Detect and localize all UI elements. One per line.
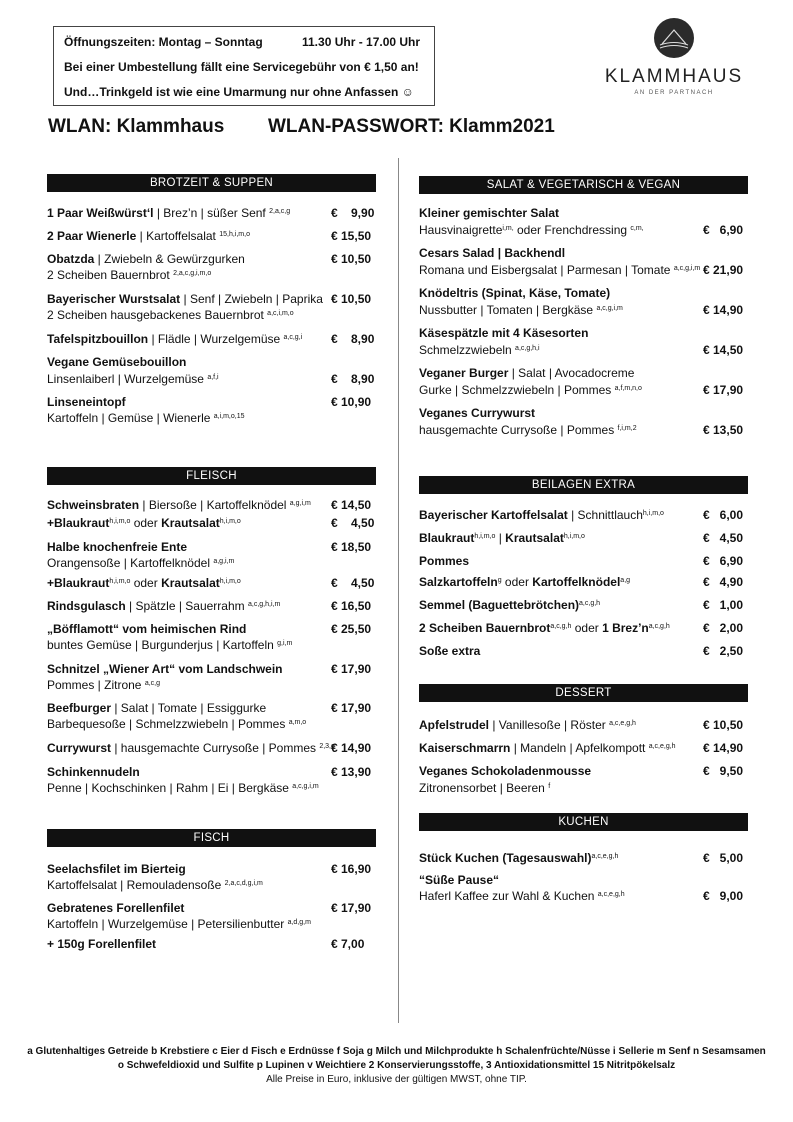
item-price: € 14,90 bbox=[703, 303, 744, 317]
item-price: € 25,50 bbox=[331, 622, 372, 636]
item-name: Knödeltris (Spinat, Käse, Tomate) bbox=[419, 286, 611, 300]
logo-emblem-icon bbox=[654, 18, 694, 58]
menu-item-beilagen-name-line bbox=[419, 598, 600, 612]
item-detail: Schmelzzwiebeln bbox=[419, 343, 516, 357]
menu-item-brotzeit-detail-line bbox=[47, 268, 211, 282]
menu-item-dessert-name-line bbox=[419, 764, 591, 778]
menu-item-brotzeit-detail-line bbox=[47, 372, 219, 386]
item-detail: Zitronensorbet | Beeren bbox=[419, 781, 549, 795]
item-name-alt: Kartoffelknödel bbox=[532, 575, 621, 589]
item-name: Vegane Gemüsebouillon bbox=[47, 355, 187, 369]
item-name: Bayerischer Wurstsalat bbox=[47, 292, 181, 306]
allergen-codes: h,i,m,o bbox=[563, 533, 585, 540]
item-description: | Biersoße | Kartoffelknödel bbox=[139, 498, 290, 512]
wlan-password: WLAN-PASSWORT: Klamm2021 bbox=[268, 116, 555, 137]
menu-item-fisch-detail-line bbox=[47, 878, 263, 892]
allergen-codes: h,i,m,o bbox=[109, 578, 131, 585]
menu-item-brotzeit-name-line bbox=[47, 332, 302, 346]
item-price: € 8,90 bbox=[331, 332, 375, 346]
menu-item-salat-detail-line bbox=[419, 303, 623, 317]
item-price: € 6,00 bbox=[703, 508, 744, 522]
item-price: € 10,50 bbox=[703, 718, 744, 732]
item-description: | Senf | Zwiebeln | Paprika bbox=[180, 292, 323, 306]
item-detail: Kartoffelsalat | Remouladensoße bbox=[47, 878, 225, 892]
item-name-alt: Krautsalat bbox=[161, 516, 220, 530]
item-price: € 15,50 bbox=[331, 229, 372, 243]
item-price: € 14,90 bbox=[703, 741, 744, 755]
item-price: € 4,50 bbox=[331, 516, 375, 530]
allergen-codes: a,i,m,o,15 bbox=[213, 413, 245, 420]
item-name: Rindsgulasch bbox=[47, 599, 126, 613]
menu-item-fleisch-name-line bbox=[47, 516, 241, 530]
allergen-codes: 2,a,c,g,i,m,o bbox=[173, 270, 212, 277]
item-description: oder bbox=[130, 516, 162, 530]
item-name: Käsespätzle mit 4 Käsesorten bbox=[419, 326, 589, 340]
item-description: oder bbox=[130, 576, 162, 590]
item-price: € 17,90 bbox=[703, 383, 744, 397]
item-detail: 2 Scheiben hausgebackenes Bauernbrot bbox=[47, 308, 268, 322]
menu-item-salat-name-line bbox=[419, 206, 559, 220]
item-detail: Orangensoße | Kartoffelknödel bbox=[47, 556, 214, 570]
allergen-codes: a,c,e,g,h bbox=[609, 720, 636, 727]
item-detail: Kartoffeln | Gemüse | Wienerle bbox=[47, 411, 214, 425]
item-price: € 7,00 bbox=[331, 937, 365, 951]
allergen-codes: a,c,e,g,h bbox=[648, 743, 676, 750]
item-name: Veganes Currywurst bbox=[419, 406, 536, 420]
klammhaus-logo bbox=[600, 16, 748, 108]
item-price: € 4,50 bbox=[703, 531, 744, 545]
item-price: € 13,90 bbox=[331, 765, 372, 779]
allergen-codes: f,i,m,2 bbox=[617, 425, 637, 432]
item-price: € 10,50 bbox=[331, 252, 372, 266]
menu-item-salat-detail-line bbox=[419, 263, 700, 277]
allergen-legend-line-2: o Schwefeldioxid und Sulfite p Lupinen v Weichtiere 2 Konservierungsstoffe, 3 Antioxidationsmittel 15 Nitritpökelsalz bbox=[117, 1060, 676, 1071]
allergen-codes: i,m, bbox=[502, 225, 514, 232]
menu-item-fleisch-name-line bbox=[47, 622, 246, 636]
item-detail: Linsenlaiberl | Wurzelgemüse bbox=[47, 372, 208, 386]
allergen-codes: g bbox=[497, 577, 502, 584]
service-fee-note: Bei einer Umbestellung fällt eine Servicegebühr von € 1,50 an! bbox=[64, 60, 419, 74]
wlan-name: WLAN: Klammhaus bbox=[48, 116, 225, 137]
menu-item-salat-name-line bbox=[419, 326, 588, 340]
menu-item-fleisch-name-line bbox=[47, 662, 283, 676]
item-name: Apfelstrudel bbox=[419, 718, 490, 732]
item-price: € 21,90 bbox=[703, 263, 744, 277]
menu-item-beilagen-name-line bbox=[419, 508, 664, 522]
allergen-codes: h,i,m,o bbox=[474, 533, 496, 540]
allergen-codes: a,c,g,h,i bbox=[515, 345, 540, 352]
item-price: € 14,50 bbox=[703, 343, 744, 357]
item-name: 1 Paar Weißwürst‘l bbox=[47, 206, 154, 220]
item-description: | Schnittlauch bbox=[567, 508, 643, 522]
menu-item-brotzeit-detail-line bbox=[47, 308, 294, 322]
item-detail: Romana und Eisbergsalat | Parmesan | Tomate bbox=[419, 263, 674, 277]
item-price: € 4,50 bbox=[331, 576, 375, 590]
item-name: “Süße Pause“ bbox=[419, 873, 500, 887]
item-price: € 10,50 bbox=[331, 292, 372, 306]
opening-hours-label: Öffnungszeiten: Montag – Sonntag bbox=[64, 35, 263, 49]
allergen-codes: a,g bbox=[620, 577, 631, 584]
item-name: Blaukraut bbox=[419, 531, 475, 545]
allergen-codes: a,f,i bbox=[207, 374, 219, 381]
opening-info-box bbox=[53, 26, 435, 106]
menu-item-fleisch-detail-line bbox=[47, 556, 234, 570]
menu-item-beilagen-name-line bbox=[419, 554, 469, 568]
section-header-brotzeit: BROTZEIT & SUPPEN bbox=[47, 174, 376, 192]
menu-item-beilagen-name-line bbox=[419, 531, 585, 545]
item-description: oder bbox=[571, 621, 603, 635]
item-name: Pommes bbox=[419, 554, 470, 568]
item-price: € 6,90 bbox=[703, 554, 744, 568]
allergen-codes: h,i,m,o bbox=[219, 518, 241, 525]
opening-hours-time: 11.30 Uhr - 17.00 Uhr bbox=[302, 35, 421, 49]
logo-subtitle: AN DER PARTNACH bbox=[634, 90, 714, 96]
section-header-fisch: FISCH bbox=[47, 829, 376, 847]
section-header-kuchen: KUCHEN bbox=[419, 813, 748, 831]
menu-item-fleisch-name-line bbox=[47, 741, 335, 755]
menu-item-brotzeit-name-line bbox=[47, 229, 250, 243]
menu-item-fleisch-name-line bbox=[47, 540, 187, 554]
item-detail: hausgemachte Currysoße | Pommes bbox=[419, 423, 618, 437]
allergen-codes: 2,a,c,g bbox=[269, 208, 291, 215]
item-name: Kaiserschmarrn bbox=[419, 741, 511, 755]
item-name: Beefburger bbox=[47, 701, 112, 715]
item-description: | Flädle | Wurzelgemüse bbox=[148, 332, 284, 346]
item-price: € 10,90 bbox=[331, 395, 372, 409]
menu-item-beilagen-name-line bbox=[419, 621, 670, 635]
item-detail: Penne | Kochschinken | Rahm | Ei | Bergkäse bbox=[47, 781, 293, 795]
menu-item-brotzeit-detail-line bbox=[47, 411, 245, 425]
allergen-codes: a,c,e,g,h bbox=[591, 853, 619, 860]
menu-item-salat-detail-line bbox=[419, 343, 540, 357]
item-description: | Brez’n | süßer Senf bbox=[153, 206, 270, 220]
item-detail: Haferl Kaffee zur Wahl & Kuchen bbox=[419, 889, 598, 903]
menu-item-fleisch-detail-line bbox=[47, 781, 319, 795]
item-name: Currywurst bbox=[47, 741, 112, 755]
item-name-alt: Krautsalat bbox=[505, 531, 564, 545]
item-name-alt: Krautsalat bbox=[161, 576, 220, 590]
item-name: Stück Kuchen (Tagesauswahl) bbox=[419, 851, 592, 865]
item-price: € 17,90 bbox=[331, 662, 372, 676]
menu-item-kuchen-name-line bbox=[419, 851, 618, 865]
item-price: € 18,50 bbox=[331, 540, 372, 554]
menu-item-kuchen-name-line bbox=[419, 873, 499, 887]
allergen-codes: a,d,g,m bbox=[287, 919, 311, 926]
item-price: € 9,00 bbox=[703, 889, 744, 903]
price-note: Alle Preise in Euro, inklusive der gültigen MWST, ohne TIP. bbox=[266, 1074, 527, 1085]
item-description: | Salat | Avocadocreme bbox=[508, 366, 635, 380]
menu-item-fleisch-name-line bbox=[47, 701, 266, 715]
menu-item-fisch-name-line bbox=[47, 901, 184, 915]
item-name: Tafelspitzbouillon bbox=[47, 332, 149, 346]
allergen-codes: a,g,i,m bbox=[213, 558, 235, 565]
item-price: € 13,50 bbox=[703, 423, 744, 437]
item-price: € 9,90 bbox=[331, 206, 375, 220]
item-price: € 1,00 bbox=[703, 598, 744, 612]
item-detail: Kartoffeln | Wurzelgemüse | Petersilienbutter bbox=[47, 917, 288, 931]
item-price: € 9,50 bbox=[703, 764, 744, 778]
menu-item-fleisch-detail-line bbox=[47, 638, 292, 652]
item-name: Soße extra bbox=[419, 644, 481, 658]
item-name: +Blaukraut bbox=[47, 576, 110, 590]
item-name: Veganes Schokoladenmousse bbox=[419, 764, 592, 778]
item-price: € 6,90 bbox=[703, 223, 744, 237]
menu-item-dessert-detail-line bbox=[419, 781, 550, 795]
item-name: Kleiner gemischter Salat bbox=[419, 206, 560, 220]
allergen-codes: a,c,e,g,h bbox=[597, 891, 625, 898]
item-name: Schnitzel „Wiener Art“ vom Landschwein bbox=[47, 662, 283, 676]
item-detail: Gurke | Schmelzzwiebeln | Pommes bbox=[419, 383, 615, 397]
menu-item-dessert-name-line bbox=[419, 741, 676, 755]
menu-item-fisch-detail-line bbox=[47, 917, 311, 931]
menu-item-brotzeit-name-line bbox=[47, 252, 245, 266]
allergen-codes: a,c,g,h bbox=[579, 600, 601, 607]
item-name: 2 Scheiben Bauernbrot bbox=[419, 621, 551, 635]
menu-item-brotzeit-name-line bbox=[47, 292, 323, 306]
menu-item-fleisch-name-line bbox=[47, 576, 241, 590]
item-detail: buntes Gemüse | Burgunderjus | Kartoffeln bbox=[47, 638, 278, 652]
allergen-codes: c,m, bbox=[630, 225, 644, 232]
item-price: € 14,90 bbox=[331, 741, 372, 755]
item-name: Gebratenes Forellenfilet bbox=[47, 901, 185, 915]
item-detail: Barbequesoße | Schmelzzwiebeln | Pommes bbox=[47, 717, 289, 731]
allergen-codes: h,i,m,o bbox=[642, 510, 664, 517]
item-price: € 8,90 bbox=[331, 372, 375, 386]
item-price: € 14,50 bbox=[331, 498, 372, 512]
section-header-salat: SALAT & VEGETARISCH & VEGAN bbox=[419, 176, 748, 194]
allergen-codes: a,c,g,h bbox=[550, 623, 572, 630]
allergen-codes: a,c,g,i bbox=[283, 334, 303, 341]
menu-item-salat-name-line bbox=[419, 406, 535, 420]
allergen-codes: a,g,i,m bbox=[289, 500, 311, 507]
menu-item-salat-detail-line bbox=[419, 423, 637, 437]
item-description: | Kartoffelsalat bbox=[136, 229, 220, 243]
item-price: € 17,90 bbox=[331, 701, 372, 715]
item-detail: Hausvinaigrette bbox=[419, 223, 503, 237]
item-name: „Böfflamott“ vom heimischen Rind bbox=[47, 622, 247, 636]
menu-item-brotzeit-name-line bbox=[47, 206, 290, 220]
menu-item-salat-name-line bbox=[419, 246, 565, 260]
item-description: | Zwiebeln & Gewürzgurken bbox=[94, 252, 245, 266]
section-header-beilagen: BEILAGEN EXTRA bbox=[419, 476, 748, 494]
item-price: € 5,00 bbox=[703, 851, 744, 865]
allergen-codes: a,c,g,i,m bbox=[673, 265, 701, 272]
item-price: € 16,50 bbox=[331, 599, 372, 613]
allergen-codes: a,c,g,i,m bbox=[292, 783, 319, 790]
item-name: Linseneintopf bbox=[47, 395, 126, 409]
item-name: Bayerischer Kartoffelsalat bbox=[419, 508, 568, 522]
allergen-codes: a,c,g,h bbox=[648, 623, 670, 630]
item-description: | Vanillesoße | Röster bbox=[489, 718, 610, 732]
allergen-codes: 2,3,o bbox=[319, 743, 335, 750]
menu-item-kuchen-detail-line bbox=[419, 889, 625, 903]
item-name: 2 Paar Wienerle bbox=[47, 229, 137, 243]
allergen-codes: a,c,g,i,m bbox=[596, 305, 623, 312]
item-name: Schweinsbraten bbox=[47, 498, 140, 512]
item-name: Semmel (Baguettebrötchen) bbox=[419, 598, 580, 612]
column-divider bbox=[398, 158, 399, 1023]
item-description: | hausgemachte Currysoße | Pommes bbox=[111, 741, 320, 755]
item-name: Halbe knochenfreie Ente bbox=[47, 540, 188, 554]
item-name: Salzkartoffeln bbox=[419, 575, 498, 589]
item-detail: Nussbutter | Tomaten | Bergkäse bbox=[419, 303, 597, 317]
item-detail: 2 Scheiben Bauernbrot bbox=[47, 268, 174, 282]
allergen-codes: a,f,m,n,o bbox=[614, 385, 642, 392]
logo-name: KLAMMHAUS bbox=[604, 66, 744, 87]
menu-item-brotzeit-name-line bbox=[47, 355, 186, 369]
opening-hours bbox=[64, 35, 421, 49]
allergen-codes: a,c,g bbox=[144, 680, 160, 687]
item-description: | Spätzle | Sauerrahm bbox=[125, 599, 248, 613]
item-description: | Salat | Tomate | Essiggurke bbox=[111, 701, 267, 715]
menu-item-fleisch-detail-line bbox=[47, 678, 160, 692]
menu-item-fleisch-name-line bbox=[47, 498, 311, 512]
allergen-codes: a,c,g,h,i,m bbox=[247, 601, 281, 608]
item-description: | bbox=[495, 531, 506, 545]
menu-item-fleisch-detail-line bbox=[47, 717, 306, 731]
menu-item-salat-name-line bbox=[419, 366, 634, 380]
menu-item-fisch-name-line bbox=[47, 937, 156, 951]
menu-item-dessert-name-line bbox=[419, 718, 636, 732]
item-name-alt: 1 Brez’n bbox=[602, 621, 649, 635]
allergen-codes: 2,a,c,d,g,i,m bbox=[224, 880, 263, 887]
item-price: € 4,90 bbox=[703, 575, 744, 589]
menu-item-fisch-name-line bbox=[47, 862, 186, 876]
menu-item-brotzeit-name-line bbox=[47, 395, 126, 409]
allergen-codes: h,i,m,o bbox=[109, 518, 131, 525]
item-name: Schinkennudeln bbox=[47, 765, 140, 779]
menu-item-salat-detail-line bbox=[419, 223, 644, 237]
allergen-codes: 15,h,i,m,o bbox=[219, 231, 250, 238]
menu-item-fleisch-name-line bbox=[47, 599, 280, 613]
menu-item-beilagen-name-line bbox=[419, 575, 630, 589]
item-price: € 2,50 bbox=[703, 644, 744, 658]
item-name: Seelachsfilet im Bierteig bbox=[47, 862, 186, 876]
allergen-legend-line-1: a Glutenhaltiges Getreide b Krebstiere c Eier d Fisch e Erdnüsse f Soja g Milch und Milchprodukte h Schalenfrüchte/Nüsse i Sellerie m Senf n Sesamsamen bbox=[27, 1046, 766, 1057]
item-description: | Mandeln | Apfelkompott bbox=[510, 741, 649, 755]
item-description: oder bbox=[501, 575, 533, 589]
item-name: Cesars Salad | Backhendl bbox=[419, 246, 566, 260]
allergen-codes: h,i,m,o bbox=[219, 578, 241, 585]
menu-item-salat-name-line bbox=[419, 286, 610, 300]
allergen-codes: f bbox=[548, 783, 551, 790]
tip-note: Und…Trinkgeld ist wie eine Umarmung nur ohne Anfassen ☺ bbox=[64, 85, 414, 99]
item-detail: oder Frenchdressing bbox=[513, 223, 631, 237]
menu-item-beilagen-name-line bbox=[419, 644, 480, 658]
item-name: Veganer Burger bbox=[419, 366, 509, 380]
allergen-codes: g,i,m bbox=[277, 640, 293, 647]
menu-item-salat-detail-line bbox=[419, 383, 642, 397]
item-price: € 17,90 bbox=[331, 901, 372, 915]
item-name: Obatzda bbox=[47, 252, 95, 266]
item-name: +Blaukraut bbox=[47, 516, 110, 530]
section-header-dessert: DESSERT bbox=[419, 684, 748, 702]
item-price: € 16,90 bbox=[331, 862, 372, 876]
section-header-fleisch: FLEISCH bbox=[47, 467, 376, 485]
allergen-codes: a,m,o bbox=[288, 719, 307, 726]
item-detail: Pommes | Zitrone bbox=[47, 678, 145, 692]
allergen-codes: a,c,i,m,o bbox=[267, 310, 294, 317]
menu-item-fleisch-name-line bbox=[47, 765, 140, 779]
item-price: € 2,00 bbox=[703, 621, 744, 635]
item-name: + 150g Forellenfilet bbox=[47, 937, 157, 951]
